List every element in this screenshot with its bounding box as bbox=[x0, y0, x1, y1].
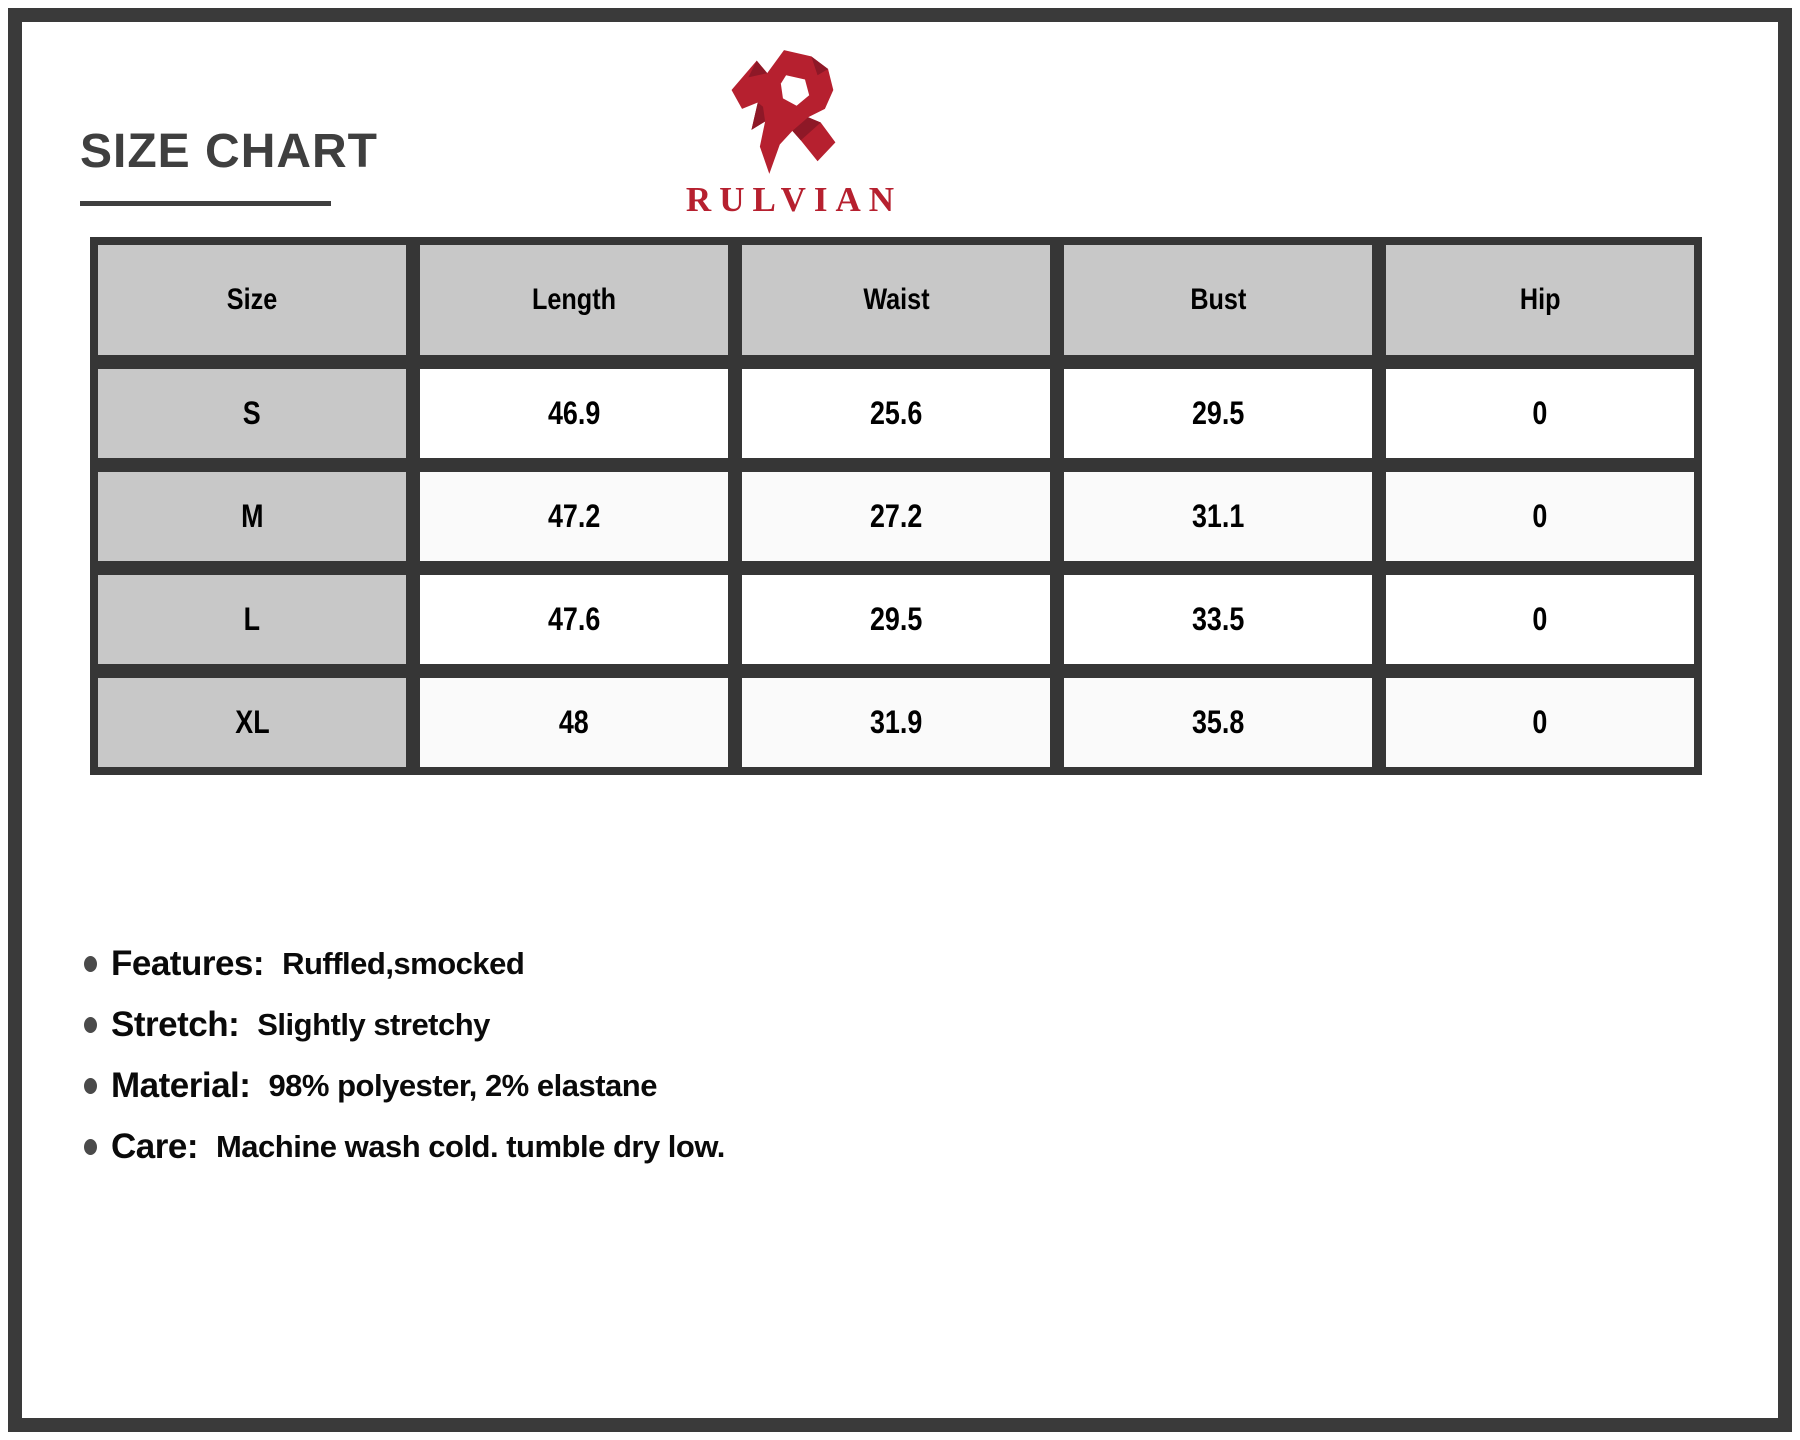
brand-name: RULVIAN bbox=[685, 180, 903, 219]
table-header-length bbox=[420, 245, 728, 355]
table-cell-xl-length bbox=[420, 678, 728, 767]
detail-value: Slightly stretchy bbox=[257, 1006, 490, 1042]
detail-label: Features: bbox=[111, 943, 265, 983]
rulvian-angular-r-monogram-icon bbox=[724, 48, 844, 176]
cell-value: 31.9 bbox=[869, 704, 923, 740]
cell-value: 48 bbox=[559, 704, 589, 740]
header-label: Hip bbox=[1519, 283, 1561, 316]
table-cell-s-hip bbox=[1386, 369, 1694, 458]
cell-value: 35.8 bbox=[1191, 704, 1245, 740]
table-row-s-size bbox=[98, 369, 406, 458]
detail-value: Ruffled,smocked bbox=[282, 945, 525, 981]
cell-value: 29.5 bbox=[1191, 395, 1245, 431]
table-cell-s-waist bbox=[742, 369, 1050, 458]
page-title: SIZE CHART bbox=[80, 125, 378, 178]
table-cell-l-bust bbox=[1064, 575, 1372, 664]
table-cell-xl-bust bbox=[1064, 678, 1372, 767]
table-cell-m-length bbox=[420, 472, 728, 561]
detail-value: Machine wash cold. tumble dry low. bbox=[215, 1128, 725, 1164]
table-cell-xl-hip bbox=[1386, 678, 1694, 767]
table-row-m-size bbox=[98, 472, 406, 561]
cell-value: 0 bbox=[1532, 498, 1548, 534]
bullet-icon bbox=[84, 1139, 97, 1155]
header-label: Size bbox=[226, 283, 278, 316]
size-label: S bbox=[243, 395, 261, 431]
size-label: XL bbox=[234, 704, 270, 740]
cell-value: 25.6 bbox=[869, 395, 923, 431]
cell-value: 0 bbox=[1532, 704, 1548, 740]
detail-label: Care: bbox=[111, 1126, 198, 1166]
detail-label: Material: bbox=[111, 1065, 251, 1105]
size-chart-table bbox=[90, 237, 1702, 775]
header-label: Waist bbox=[862, 283, 930, 316]
table-header-hip bbox=[1386, 245, 1694, 355]
cell-value: 33.5 bbox=[1191, 601, 1245, 637]
table-cell-s-length bbox=[420, 369, 728, 458]
table-header-bust bbox=[1064, 245, 1372, 355]
bullet-icon bbox=[84, 1017, 97, 1033]
header-label: Length bbox=[531, 283, 616, 316]
table-cell-m-bust bbox=[1064, 472, 1372, 561]
size-label: L bbox=[243, 601, 261, 637]
table-header-size bbox=[98, 245, 406, 355]
size-label: M bbox=[240, 498, 264, 534]
table-cell-l-hip bbox=[1386, 575, 1694, 664]
detail-stretch bbox=[84, 994, 725, 1055]
table-cell-l-waist bbox=[742, 575, 1050, 664]
bullet-icon bbox=[84, 956, 97, 972]
table-cell-s-bust bbox=[1064, 369, 1372, 458]
cell-value: 29.5 bbox=[869, 601, 923, 637]
detail-label: Stretch: bbox=[111, 1004, 240, 1044]
cell-value: 0 bbox=[1532, 601, 1548, 637]
table-row-l-size bbox=[98, 575, 406, 664]
table-cell-m-waist bbox=[742, 472, 1050, 561]
title-underline bbox=[80, 201, 331, 206]
table-cell-xl-waist bbox=[742, 678, 1050, 767]
cell-value: 46.9 bbox=[547, 395, 601, 431]
header-label: Bust bbox=[1189, 283, 1246, 316]
bullet-icon bbox=[84, 1078, 97, 1094]
product-details-list bbox=[84, 933, 725, 1177]
detail-care bbox=[84, 1116, 725, 1177]
detail-material bbox=[84, 1055, 725, 1116]
cell-value: 31.1 bbox=[1191, 498, 1245, 534]
table-cell-l-length bbox=[420, 575, 728, 664]
cell-value: 27.2 bbox=[869, 498, 923, 534]
detail-value: 98% polyester, 2% elastane bbox=[268, 1067, 657, 1103]
detail-features bbox=[84, 933, 725, 994]
table-cell-m-hip bbox=[1386, 472, 1694, 561]
table-header-waist bbox=[742, 245, 1050, 355]
cell-value: 47.2 bbox=[547, 498, 601, 534]
cell-value: 47.6 bbox=[547, 601, 601, 637]
cell-value: 0 bbox=[1532, 395, 1548, 431]
table-row-xl-size bbox=[98, 678, 406, 767]
